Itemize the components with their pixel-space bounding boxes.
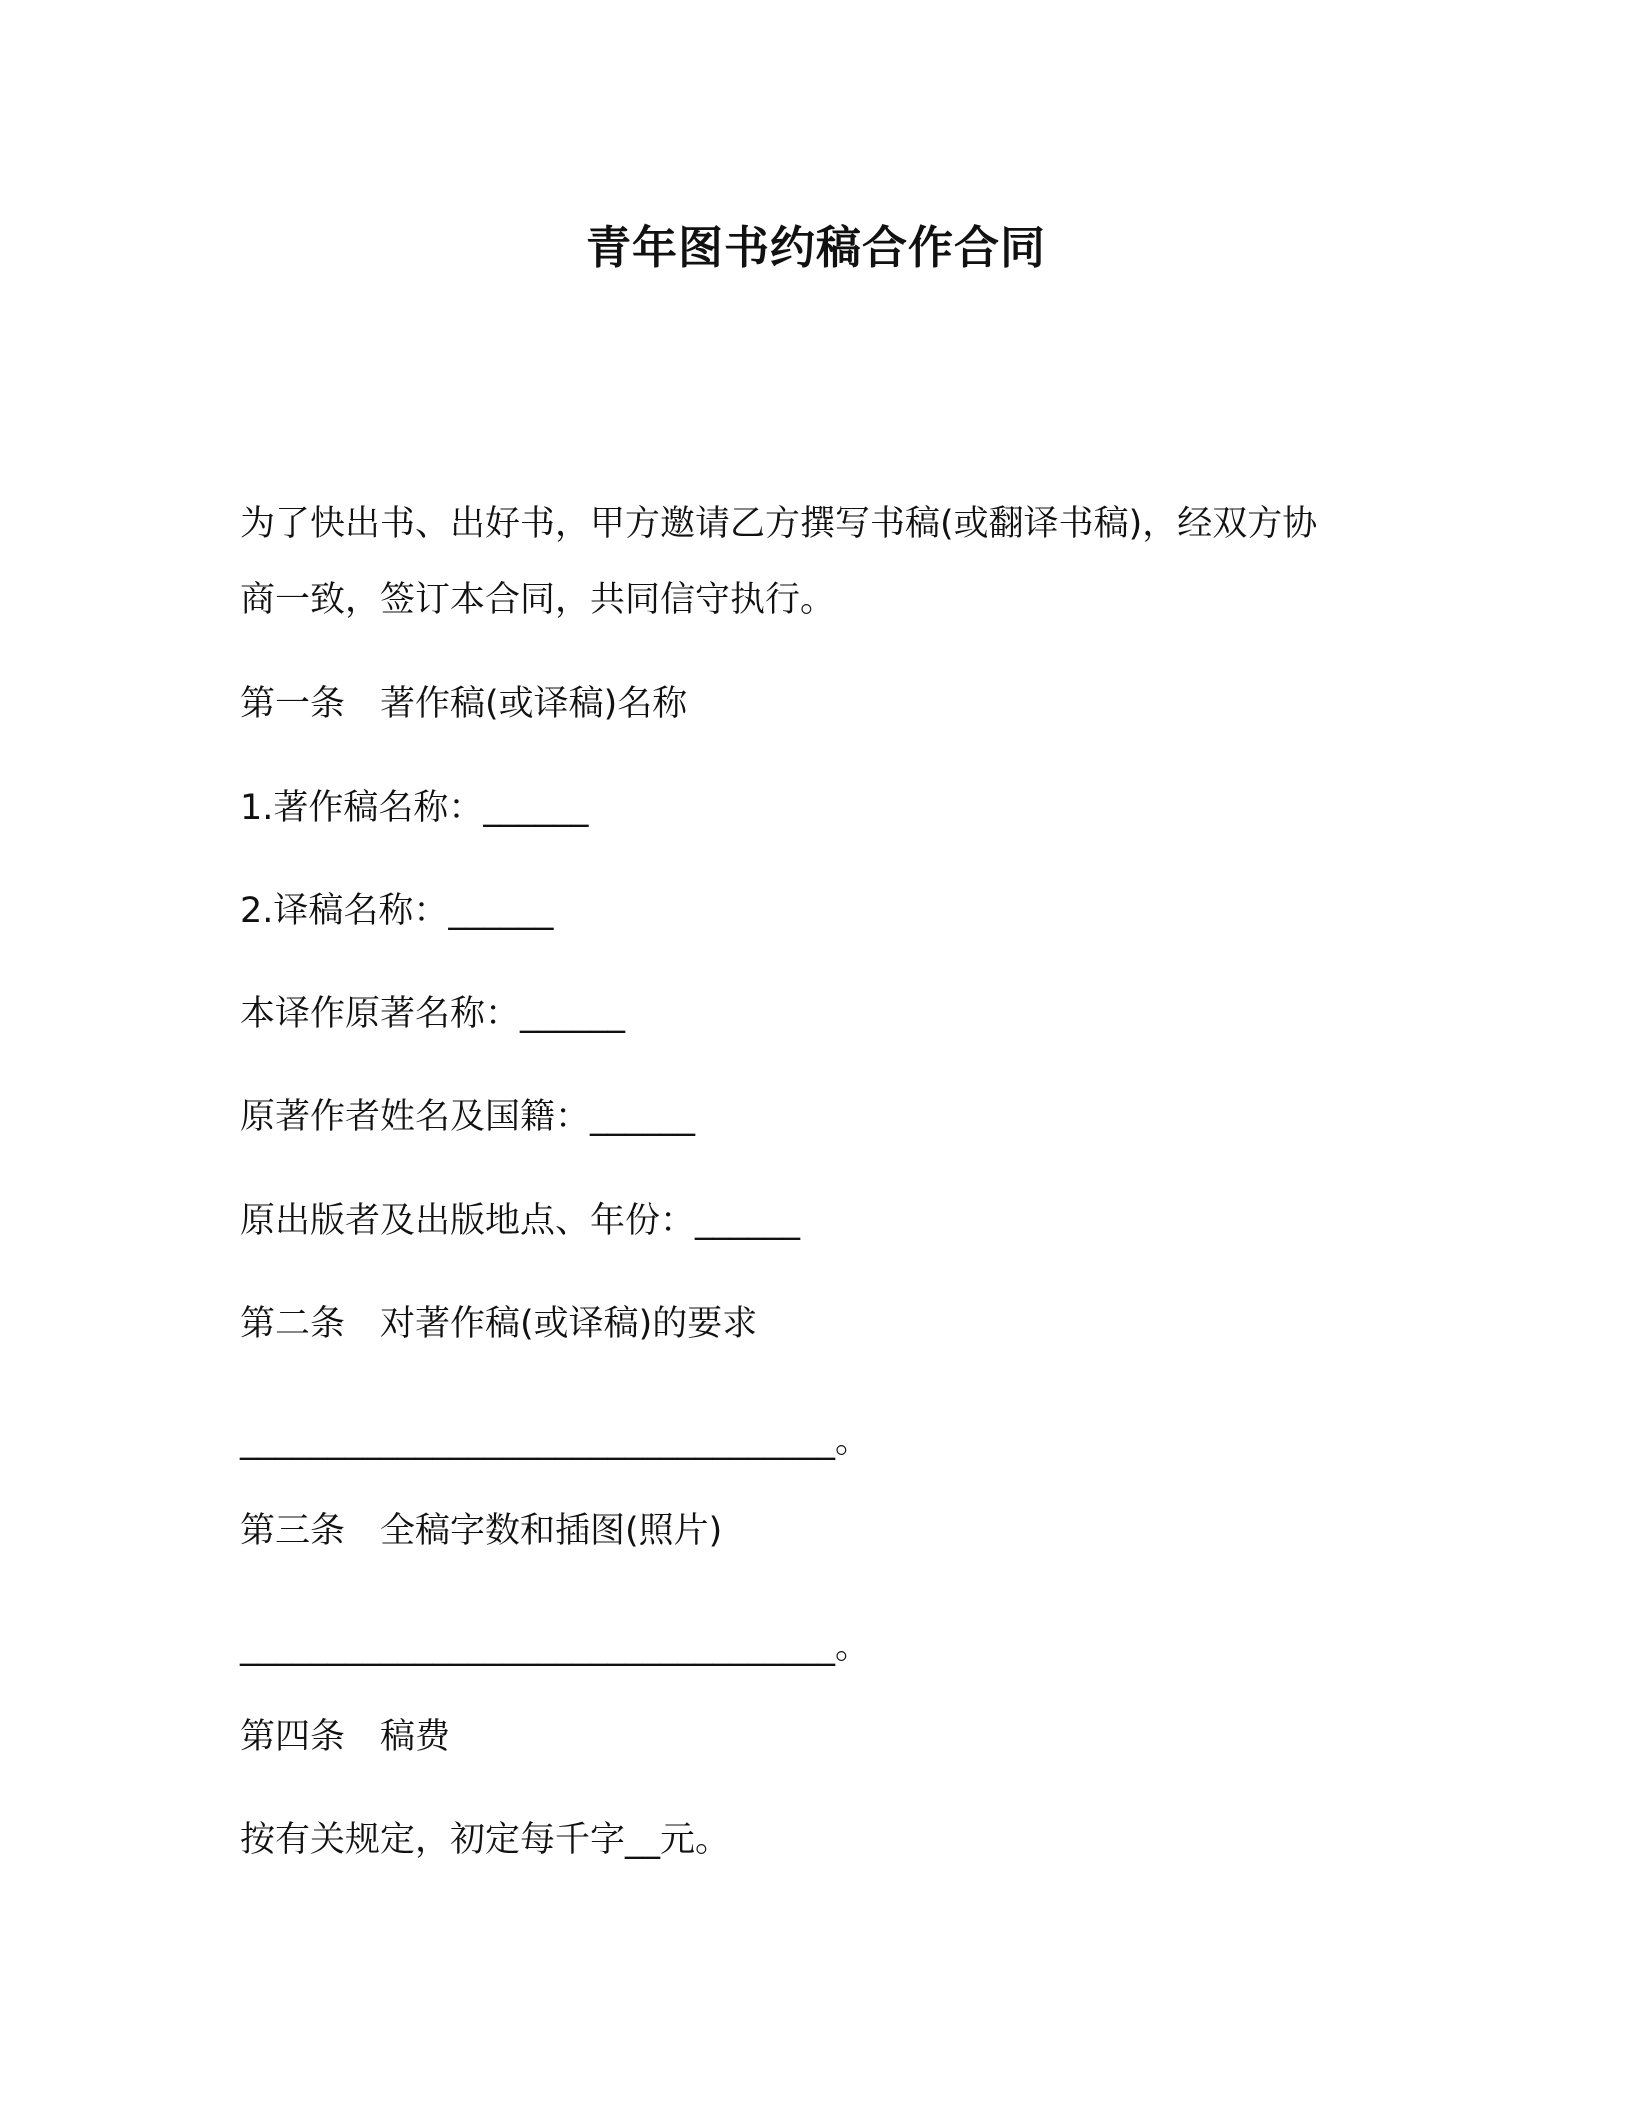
intro-paragraph-line-1: 为了快出书、出好书，甲方邀请乙方撰写书稿(或翻译书稿)，经双方协: [240, 504, 1318, 544]
article-2-blank-line: __________________________________。: [240, 1421, 871, 1461]
original-author-field: 原著作者姓名及国籍：______: [240, 1097, 696, 1137]
work-title-field: 1.著作稿名称：______: [240, 788, 589, 828]
article-3-heading: 第三条 全稿字数和插图(照片): [240, 1511, 723, 1551]
article-1-heading: 第一条 著作稿(或译稿)名称: [240, 684, 688, 724]
article-2-heading: 第二条 对著作稿(或译稿)的要求: [240, 1304, 758, 1344]
intro-paragraph-line-2: 商一致，签订本合同，共同信守执行。: [240, 580, 836, 620]
royalty-rate-text: 按有关规定，初定每千字__元。: [240, 1820, 731, 1860]
article-3-blank-line: __________________________________。: [240, 1627, 871, 1667]
translation-title-field: 2.译稿名称：______: [240, 891, 554, 931]
original-publisher-field: 原出版者及出版地点、年份：______: [240, 1201, 801, 1241]
document-title: 青年图书约稿合作合同: [585, 221, 1046, 274]
original-work-title-field: 本译作原著名称：______: [240, 994, 626, 1034]
article-4-heading: 第四条 稿费: [240, 1717, 451, 1757]
